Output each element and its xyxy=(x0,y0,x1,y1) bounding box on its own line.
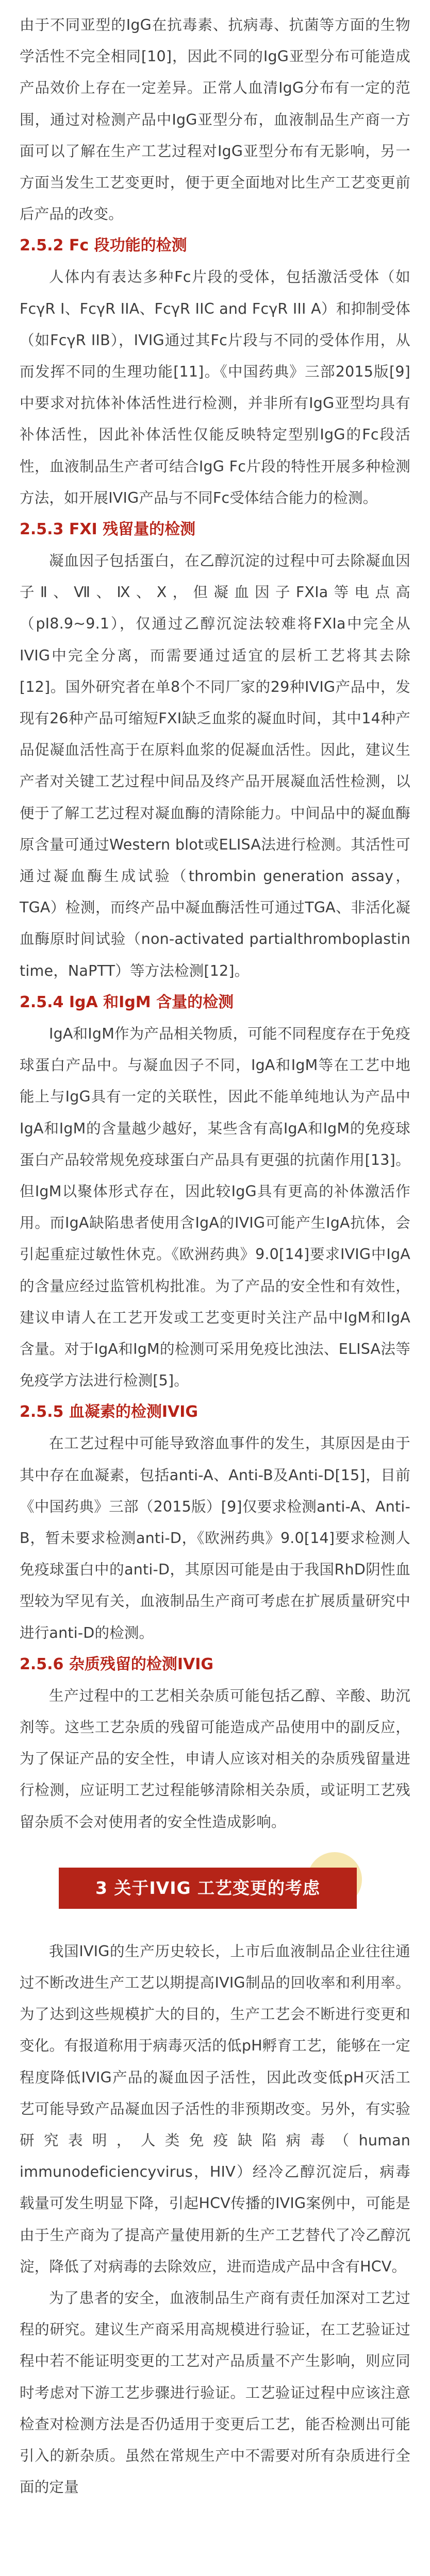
paragraph: 由于不同亚型的IgG在抗毒素、抗病毒、抗菌等方面的生物学活性不完全相同[10]，因此不同的IgG亚型分布可能造成产品效价上存在一定差异。正常人血清IgG分布有一定的范围，通过对检测产品中IgG亚型分布，血液制品生产商一方面可以了解在生产工艺过程对IgG亚型分布有无影响，另一方面当发生工艺变更时，便于更全面地对比生产工艺变更前后产品的改变。 xyxy=(20,16,410,223)
paragraph: 为了患者的安全，血液制品生产商有责任加深对工艺过程的研究。建议生产商采用高规模进行验证，在工艺验证过程中若不能证明变更的工艺对产品质量不产生影响，则应同时考虑对下游工艺步骤进行验证。工艺验证过程中应该注意检查对检测方法是否仍适用于变更后工艺，能否检测出可能引入的新杂质。虽然在常规生产中不需要对所有杂质进行全面的定量 xyxy=(20,2290,410,2496)
section-heading: 2.5.2 Fc 段功能的检测 xyxy=(20,236,187,255)
paragraph: 凝血因子包括蛋白，在乙醇沉淀的过程中可去除凝血因子Ⅱ、Ⅶ、Ⅸ、Ⅹ，但凝血因子FXIa等电点高（pI8.9~9.1），仅通过乙醇沉淀法较难将FXIa中完全从IVIG中完全分离，而需要通过适宜的层析工艺将其去除[12]。国外研究者在单8个不同厂家的29种IVIG产品中，发现有26种产品可缩短FXI缺乏血浆的凝血时间，其中14种产品促凝血活性高于在原料血浆的促凝血活性。因此，建议生产者对关键工艺过程中间品及终产品开展凝血活性检测，以便于了解工艺过程对凝血酶的清除能力。中间品中的凝血酶原含量可通过Western blot或ELISA法进行检测。其活性可通过凝血酶生成试验（thrombin generation assay，TGA）检测，而终产品中凝血酶活性可通过TGA、非活化凝血酶原时间试验（non-activated partialthromboplastin time，NaPTT）等方法检测[12]。 xyxy=(20,552,410,979)
section-heading: 2.5.6 杂质残留的检测IVIG xyxy=(20,1655,214,1673)
section-heading: 2.5.3 FXI 残留量的检测 xyxy=(20,520,196,539)
section-title: 3 关于IVIG 工艺变更的考虑 xyxy=(59,1868,357,1909)
paragraph: IgA和IgM作为产品相关物质，可能不同程度存在于免疫球蛋白产品中。与凝血因子不同，IgA和IgM等在工艺中地能上与IgG具有一定的关联性，因此不能单纯地认为产品中IgA和IgM的含量越少越好，某些含有高IgA和IgM的免疫球蛋白产品较常规免疫球蛋白产品具有更强的抗菌作用[13]。但IgM以聚体形式存在，因此较IgG具有更高的补体激活作用。而IgA缺陷患者使用含IgA的IVIG可能产生IgA抗体，会引起重症过敏性休克。《欧洲药典》9.0[14]要求IVIG中IgA的含量应经过监管机构批准。为了产品的安全性和有效性，建议申请人在工艺开发或工艺变更时关注产品中IgM和IgA含量。对于IgA和IgM的检测可采用免疫比浊法、ELISA法等免疫学方法进行检测[5]。 xyxy=(20,1025,410,1389)
paragraph: 在工艺过程中可能导致溶血事件的发生，其原因是由于其中存在血凝素，包括anti-A、Anti-B及Anti-D[15]，目前《中国药典》三部（2015版）[9]仅要求检测anti-A、Anti-B，暂未要求检测anti-D，《欧洲药典》9.0[14]要求检测人免疫球蛋白中的anti-D，其原因可能是由于我国RhD阴性血型较为罕见有关，血液制品生产商可考虑在扩展质量研究中进行anti-D的检测。 xyxy=(20,1435,410,1641)
paragraph: 我国IVIG的生产历史较长，上市后血液制品企业往往通过不断改进生产工艺以期提高IVIG制品的回收率和利用率。为了达到这些规模扩大的目的，生产工艺会不断进行变更和变化。有报道称用于病毒灭活的低pH孵育工艺，能够在一定程度降低IVIG产品的凝血因子活性，因此改变低pH灭活工艺可能导致产品凝血因子活性的非预期改变。另外，有实验研究表明，人类免疫缺陷病毒（human immunodeficiencyvirus，HIV）经冷乙醇沉淀后，病毒载量可发生明显下降，引起HCV传播的IVIG案例中，可能是由于生产商为了提高产量使用新的生产工艺替代了冷乙醇沉淀，降低了对病毒的去除效应，进而造成产品中含有HCV。 xyxy=(20,1942,410,2275)
section-heading: 2.5.5 血凝素的检测IVIG xyxy=(20,1403,199,1421)
section-heading: 2.5.4 IgA 和IgM 含量的检测 xyxy=(20,993,234,1011)
paragraph: 人体内有表达多种Fc片段的受体，包括激活受体（如FcγR I、FcγR IIA、FcγR IIC and FcγR III A）和抑制受体（如FcγR IIB），IVIG通过其Fc片段与不同的受体作用，从而发挥不同的生理功能[11]。《中国药典》三部2015版[9]中要求对抗体补体活性进行检测，并非所有IgG亚型均具有补体活性，因此补体活性仅能反映特定型别IgG的Fc段活性，血液制品生产者可结合IgG Fc片段的特性开展多种检测方法，如开展IVIG产品与不同Fc受体结合能力的检测。 xyxy=(20,268,410,506)
section-banner xyxy=(20,1838,410,1936)
article-body xyxy=(20,9,410,2503)
paragraph: 生产过程中的工艺相关杂质可能包括乙醇、辛酸、助沉剂等。这些工艺杂质的残留可能造成产品使用中的副反应，为了保证产品的安全性，申请人应该对相关的杂质残留量进行检测，应证明工艺过程能够清除相关杂质，或证明工艺残留杂质不会对使用者的安全性造成影响。 xyxy=(20,1687,410,1831)
